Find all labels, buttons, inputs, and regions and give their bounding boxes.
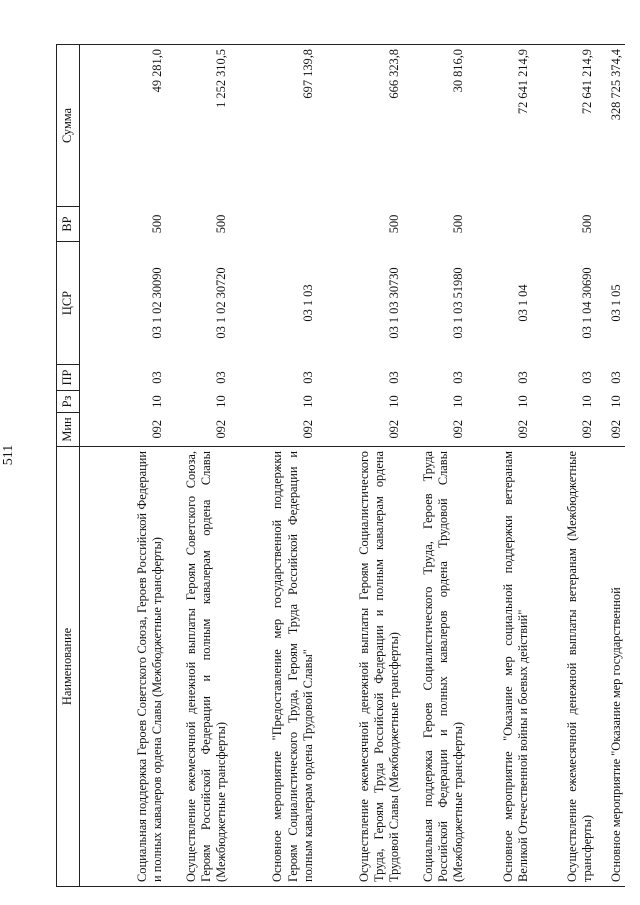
cell-rz: 10 [300, 395, 315, 408]
cell-min: 092 [300, 419, 315, 439]
cell-vr: 500 [580, 214, 595, 234]
cell-min: 092 [214, 419, 229, 439]
header-csr: ЦСР [57, 242, 80, 365]
cell-sum: 30 816,0 [403, 45, 467, 207]
budget-table [56, 44, 625, 887]
cell-csr: 03 1 03 30730 [387, 267, 402, 339]
header-min: Мин [57, 413, 80, 447]
cell-csr: 03 1 02 30090 [149, 267, 164, 339]
cell-name: Основное мероприятие "Оказание мер государственной [597, 447, 625, 887]
cell-rz: 10 [387, 395, 402, 408]
cell-vr: 500 [214, 214, 229, 234]
cell-min: 092 [387, 419, 402, 439]
cell-pr: 03 [300, 371, 315, 384]
cell-pr: 03 [387, 371, 402, 384]
cell-vr [597, 207, 625, 242]
cell-name: Осуществление ежемесячной денежной выплаты Героям Советского Союза, Героям Российской Федерации и полным кавалерам ордена Славы (Межбюджетные трансферты) [166, 447, 230, 887]
table-row [166, 45, 230, 887]
cell-vr [230, 207, 316, 242]
table-row [468, 45, 532, 887]
cell-vr: 500 [387, 214, 402, 234]
cell-csr: 03 1 03 51980 [451, 267, 466, 339]
cell-vr: 500 [149, 214, 164, 234]
table-row [403, 45, 467, 887]
cell-name: Основное мероприятие "Оказание мер социальной поддержки ветеранам Великой Отечественной войны и боевых действий" [468, 447, 532, 887]
cell-sum: 666 323,8 [317, 45, 403, 207]
cell-pr: 03 [608, 371, 623, 384]
cell-rz: 10 [515, 395, 530, 408]
cell-vr: 500 [451, 214, 466, 234]
cell-sum: 697 139,8 [230, 45, 316, 207]
cell-sum: 72 641 214,9 [468, 45, 532, 207]
cell-pr: 03 [580, 371, 595, 384]
page-number: 511 [1, 444, 16, 466]
cell-min: 092 [515, 419, 530, 439]
cell-name: Социальная поддержка Героев Социалистического Труда, Героев Труда Российской Федерации и полных кавалеров ордена Трудовой Славы (Межбюджетные трансферты) [403, 447, 467, 887]
cell-sum: 49 281,0 [80, 45, 166, 207]
cell-name: Социальная поддержка Героев Советского Союза, Героев Российской Федерации и полных кавалеров ордена Славы (Межбюджетные трансферты) [80, 447, 166, 887]
header-rz: Рз [57, 391, 80, 413]
table-header-row [57, 45, 80, 887]
header-pr: ПР [57, 365, 80, 391]
header-name: Наименование [57, 447, 80, 887]
cell-min: 092 [608, 419, 623, 439]
cell-name: Осуществление ежемесячной денежной выплаты ветеранам (Межбюджетные трансферты) [532, 447, 596, 887]
cell-rz: 10 [608, 395, 623, 408]
table-row [317, 45, 403, 887]
cell-rz: 10 [451, 395, 466, 408]
cell-rz: 10 [214, 395, 229, 408]
cell-sum: 328 725 374,4 [597, 45, 625, 207]
cell-min: 092 [451, 419, 466, 439]
cell-csr: 03 1 02 30720 [214, 267, 229, 339]
cell-rz: 10 [580, 395, 595, 408]
cell-csr: 03 1 04 [515, 284, 530, 322]
table-row [230, 45, 316, 887]
cell-csr: 03 1 05 [608, 284, 623, 322]
cell-sum: 72 641 214,9 [532, 45, 596, 207]
cell-pr: 03 [451, 371, 466, 384]
table-row [80, 45, 166, 887]
cell-csr: 03 1 03 [300, 284, 315, 322]
cell-csr: 03 1 04 30690 [580, 267, 595, 339]
cell-name: Осуществление ежемесячной денежной выплаты Героям Социалистического Труда, Героям Труда Российской Федерации и полным кавалерам ордена Трудовой Славы (Межбюджетные трансферты) [317, 447, 403, 887]
cell-min: 092 [149, 419, 164, 439]
cell-min: 092 [580, 419, 595, 439]
header-sum: Сумма [57, 45, 80, 207]
cell-vr [468, 207, 532, 242]
cell-name: Основное мероприятие "Предоставление мер государственной поддержки Героям Социалистического Труда, Героям Труда Российской Федерации и полным кавалерам ордена Трудовой Славы" [230, 447, 316, 887]
cell-sum: 1 252 310,5 [166, 45, 230, 207]
table-row [597, 45, 625, 887]
header-vr: ВР [57, 207, 80, 242]
table-row [532, 45, 596, 887]
cell-rz: 10 [149, 395, 164, 408]
cell-pr: 03 [214, 371, 229, 384]
cell-pr: 03 [515, 371, 530, 384]
cell-pr: 03 [149, 371, 164, 384]
